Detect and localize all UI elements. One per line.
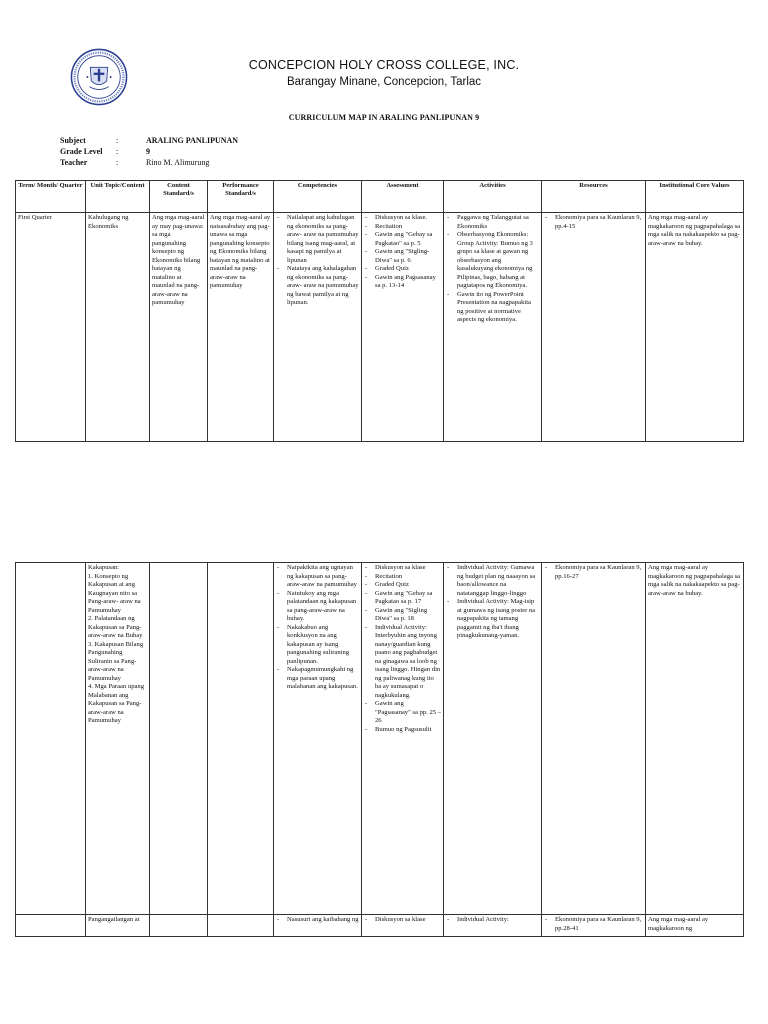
assessment-cell xyxy=(362,915,444,937)
curriculum-table-continuation xyxy=(15,562,744,937)
list-item: - Nailalapat ang kahulugan ng ekonomiks sa pang-araw- araw na pamumuhay bilang isang mag-aaral, at kasapi ng pamilya at lipunan xyxy=(276,214,359,265)
column-header-content-standards: Content Standard/s xyxy=(150,181,208,213)
subject-value: ARALING PANLIPUNAN xyxy=(146,136,239,145)
core-values-cell: Ang mga mag-aaral ay magkakaroon ng pagpapahalaga sa mga salik na nakakaapekto sa pag-araw-araw na buhay. xyxy=(646,563,744,915)
document-meta xyxy=(60,136,238,169)
list-item: - Ekonomiya para sa Kaunlaran 9, pp.16-27 xyxy=(544,564,643,581)
list-item: - Diskusyon sa klase xyxy=(364,916,441,925)
activities-cell xyxy=(444,213,542,442)
resources-cell xyxy=(542,213,646,442)
activities-cell xyxy=(444,563,542,915)
competencies-cell xyxy=(274,213,362,442)
list-item: - Gawin ang "Sigling-Diwa" sa p. 6 xyxy=(364,248,441,265)
list-item: - Natutukoy ang mga palatandaan ng kakapusan sa pang-araw-araw na buhay. xyxy=(276,590,359,624)
performance-standard-cell xyxy=(208,915,274,937)
list-item: - Gawin ang "Sigling Diwa" sa p. 18 xyxy=(364,607,441,624)
list-item: - Individual Activity: Mag-isip at gumawa ng isang poster na nagpapakita ng tamang paggamit ng iba't ibang pinagkukunang-yaman. xyxy=(446,598,539,641)
table-row xyxy=(16,915,744,937)
activities-cell xyxy=(444,915,542,937)
column-header-performance-standards: Performance Standard/s xyxy=(208,181,274,213)
list-item: - Graded Quiz xyxy=(364,581,441,590)
unit-cell: Kahulugang ng Ekonomiks xyxy=(86,213,150,442)
list-item: - Bumuo ng Pagsusulit xyxy=(364,726,441,735)
competencies-cell xyxy=(274,915,362,937)
performance-standard-cell xyxy=(208,563,274,915)
list-item: - Recitation xyxy=(364,573,441,582)
list-item: - Paggawa ng Talanggutat sa Ekonomiks xyxy=(446,214,539,231)
list-item: - Gawin ang "Gebay sa Pagkatao" sa p. 5 xyxy=(364,231,441,248)
list-item: - Gawin ito ng PowerPoint Presentation na nagpapakita ng positive at normative aspects ng ekonomiya. xyxy=(446,291,539,325)
performance-standard-cell: Ang mga mag-aaral ay naisasabuhay ang pag-unawa sa mga pangunahing konsepto ng Ekonomiks bilang batayan ng matalino at maunlad na pang-araw-araw na pamumuhay xyxy=(208,213,274,442)
grade-value: 9 xyxy=(146,147,150,156)
assessment-cell xyxy=(362,213,444,442)
list-item: - Individual Activity: xyxy=(446,916,539,925)
document-title: CURRICULUM MAP IN ARALING PANLIPUNAN 9 xyxy=(288,113,480,122)
list-item: - Diskusyon sa klase xyxy=(364,564,441,573)
list-item: - Gawin ang Pagsasanay sa p. 13-14 xyxy=(364,274,441,291)
column-header-core-values: Institutional Core Values xyxy=(646,181,744,213)
list-item: - Obserbasyong Ekonomiks: Group Activity: Bumuo ng 3 grupo sa klase at gawan ng obserbasyon ang kasalukuyang ekonomiya ng Pilipinas, bago, habang at pagtatapos ng Ekonomiya. xyxy=(446,231,539,291)
list-item: - Natataya ang kahalagahan ng ekonomiks sa pang-araw- araw na pamumuhay ng bawat pamilya at ng lipunan. xyxy=(276,265,359,308)
teacher-value: Rino M. Alimurung xyxy=(146,158,210,167)
list-item: - Nakakabuo ang konklusyon na ang kakapusan ay isang pangunahing suliraning panlipunan. xyxy=(276,624,359,667)
assessment-cell xyxy=(362,563,444,915)
unit-cell: Kakapusan: 1. Konsepto ng Kakapusan at ang Kaugnayan nito sa Pang-araw- araw na Pamumuhay 2. Palatandaan ng Kakapusan sa Pang- araw-araw na Buhay 3. Kakapusan Bilang Pangunahing Suliranin sa Pang- araw-araw na Pamumuhay 4. Mga Paraan upang Malabanan ang Kakapusan sa Pang- araw-araw na Pamumuhay xyxy=(86,563,150,915)
list-item: - Ekonomiya para sa Kaunlaran 9, pp.4-15 xyxy=(544,214,643,231)
list-item: - Gawin ang "Gebay sa Pagkatao sa p. 17 xyxy=(364,590,441,607)
column-header-activities: Activities xyxy=(444,181,542,213)
list-item: - Graded Quiz xyxy=(364,265,441,274)
content-standard-cell xyxy=(150,915,208,937)
table-header-row xyxy=(16,181,744,213)
subject-label: Subject xyxy=(60,136,86,145)
resources-cell xyxy=(542,563,646,915)
colon: : xyxy=(116,147,119,156)
curriculum-table-first-quarter xyxy=(15,180,744,442)
list-item: - Ekonomiya para sa Kaunlaran 9, pp.28-41 xyxy=(544,916,643,933)
table-row xyxy=(16,563,744,915)
school-name: CONCEPCION HOLY CROSS COLLEGE, INC. xyxy=(248,58,520,72)
grade-row xyxy=(60,147,238,158)
list-item: - Individual Activity: Gumawa ng budget plan ng naaayon sa baon/allowance na natatanggap linggo-linggo xyxy=(446,564,539,598)
core-values-cell: Ang mga mag-aaral ay magkakaroon ng pagpapahalaga sa mga salik na nakakaapekto sa pag-araw-araw na buhay. xyxy=(646,213,744,442)
content-standard-cell xyxy=(150,563,208,915)
list-item: - Nasusuri ang kaibahang ng xyxy=(276,916,359,925)
column-header-resources: Resources xyxy=(542,181,646,213)
list-item: - Individual Activity: Interbyuhin ang inyong nanay/guardian kung paano ang pagbabudget na ginagawa sa loob ng isang linggo. Hingan din ng paliwanag kung ito ba ay sumasapat o nagkukulang. xyxy=(364,624,441,701)
school-address: Barangay Minane, Concepcion, Tarlac xyxy=(286,76,482,88)
subject-row xyxy=(60,136,238,147)
column-header-assessment: Assessment xyxy=(362,181,444,213)
list-item: - Diskusyon sa klase. xyxy=(364,214,441,223)
term-cell: First Quarter xyxy=(16,213,86,442)
column-header-competencies: Competencies xyxy=(274,181,362,213)
list-item: - Naipakikita ang ugnayan ng kakapusan sa pang-araw-araw na pamumuhay xyxy=(276,564,359,590)
list-item: - Nakapagmumungkahi ng mga paraan upang malabanan ang kakapusan. xyxy=(276,666,359,692)
term-cell xyxy=(16,563,86,915)
colon: : xyxy=(116,136,119,145)
unit-cell: Pangangailangan at xyxy=(86,915,150,937)
resources-cell xyxy=(542,915,646,937)
teacher-label: Teacher xyxy=(60,158,88,167)
competencies-cell xyxy=(274,563,362,915)
term-cell xyxy=(16,915,86,937)
column-header-term: Term/ Month/ Quarter xyxy=(16,181,86,213)
list-item: - Recitation xyxy=(364,223,441,232)
grade-label: Grade Level xyxy=(60,147,103,156)
table-row xyxy=(16,213,744,442)
content-standard-cell: Ang mga mag-aaral ay may pag-unawa: sa mga pangunahing konsepto ng Ekonomiks bilang batayan ng matalino at maunlad na pang-araw-araw na pamumuhay xyxy=(150,213,208,442)
column-header-unit: Unit Topic/Content xyxy=(86,181,150,213)
colon: : xyxy=(116,158,119,167)
teacher-row xyxy=(60,158,238,169)
list-item: - Gawin ang "Pagsasanay" sa pp. 25 – 26 xyxy=(364,700,441,726)
core-values-cell: Ang mga mag-aaral ay magkakaroon ng xyxy=(646,915,744,937)
